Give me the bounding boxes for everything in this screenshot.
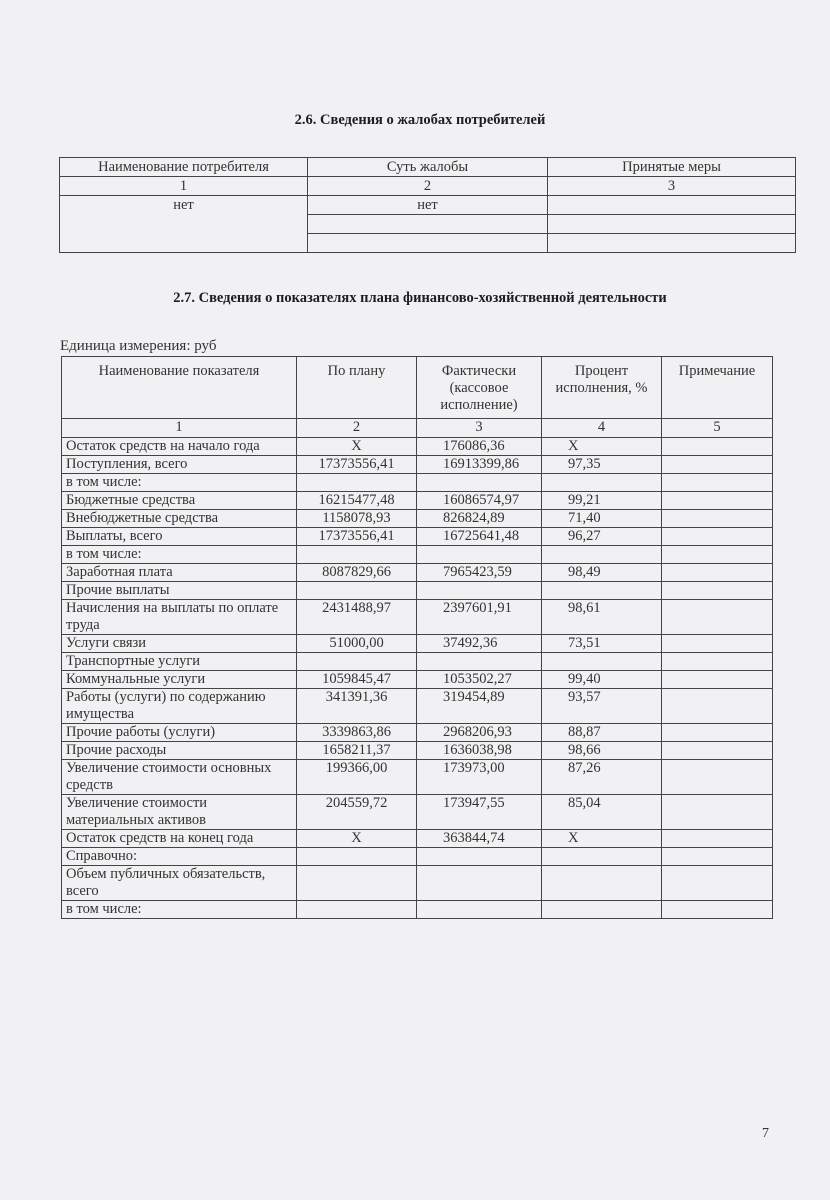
table-cell — [662, 582, 773, 600]
table-cell: Услуги связи — [62, 635, 297, 653]
table-cell: Начисления на выплаты по оплате труда — [62, 600, 297, 635]
table-row — [62, 492, 773, 510]
table-cell: 99,40 — [542, 671, 662, 689]
table-cell: 3339863,86 — [297, 724, 417, 742]
table-row — [62, 689, 773, 724]
complaints-table — [59, 157, 796, 253]
table-cell: Х — [542, 438, 662, 456]
table-cell: 176086,36 — [417, 438, 542, 456]
table-cell: в том числе: — [62, 901, 297, 919]
table-cell: 199366,00 — [297, 760, 417, 795]
table-row — [62, 742, 773, 760]
table-cell: 16086574,97 — [417, 492, 542, 510]
table-row — [62, 635, 773, 653]
unit-label: Единица измерения: руб — [60, 338, 217, 354]
table-cell: Увеличение стоимости основных средств — [62, 760, 297, 795]
header-cell: Принятые меры — [548, 158, 796, 177]
table-cell: 98,66 — [542, 742, 662, 760]
table-cell — [662, 671, 773, 689]
table-cell: 16215477,48 — [297, 492, 417, 510]
table-cell: 97,35 — [542, 456, 662, 474]
index-cell: 3 — [417, 419, 542, 438]
table-cell — [297, 848, 417, 866]
consumer-cell: нет — [60, 196, 308, 253]
table-cell: 51000,00 — [297, 635, 417, 653]
table-cell: Выплаты, всего — [62, 528, 297, 546]
header-cell: По плану — [297, 357, 417, 419]
table-cell: Х — [297, 438, 417, 456]
table-cell: 826824,89 — [417, 510, 542, 528]
table-cell — [417, 848, 542, 866]
table-cell: 96,27 — [542, 528, 662, 546]
table-cell — [308, 215, 548, 234]
table-cell: 204559,72 — [297, 795, 417, 830]
table-cell: 1059845,47 — [297, 671, 417, 689]
table-row — [62, 474, 773, 492]
table-cell: 87,26 — [542, 760, 662, 795]
table-cell: 1658211,37 — [297, 742, 417, 760]
table-cell — [548, 196, 796, 215]
table-cell: нет — [308, 196, 548, 215]
section-26-title: 2.6. Сведения о жалобах потребителей — [294, 112, 546, 128]
table-cell — [662, 474, 773, 492]
table-cell — [542, 866, 662, 901]
table-cell: 85,04 — [542, 795, 662, 830]
table-cell — [542, 582, 662, 600]
table-cell: 17373556,41 — [297, 528, 417, 546]
table-cell: 99,21 — [542, 492, 662, 510]
table-row — [62, 724, 773, 742]
table-cell — [542, 848, 662, 866]
financial-index-row — [62, 419, 773, 438]
table-cell: Справочно: — [62, 848, 297, 866]
table-cell — [417, 866, 542, 901]
table-cell — [662, 795, 773, 830]
table-cell: Работы (услуги) по содержанию имущества — [62, 689, 297, 724]
index-cell: 1 — [62, 419, 297, 438]
table-cell — [662, 600, 773, 635]
table-cell: Прочие расходы — [62, 742, 297, 760]
table-cell — [548, 215, 796, 234]
table-cell: Поступления, всего — [62, 456, 297, 474]
table-cell: Х — [297, 830, 417, 848]
table-cell: Заработная плата — [62, 564, 297, 582]
table-row — [62, 546, 773, 564]
index-cell: 2 — [297, 419, 417, 438]
table-row — [62, 600, 773, 635]
table-cell: Х — [542, 830, 662, 848]
table-cell: Транспортные услуги — [62, 653, 297, 671]
table-cell — [308, 234, 548, 253]
table-cell — [662, 724, 773, 742]
table-cell — [417, 901, 542, 919]
table-cell: 173947,55 — [417, 795, 542, 830]
table-row — [62, 582, 773, 600]
table-cell: Прочие выплаты — [62, 582, 297, 600]
table-cell — [297, 653, 417, 671]
table-cell: 1053502,27 — [417, 671, 542, 689]
table-cell — [662, 528, 773, 546]
index-cell: 4 — [542, 419, 662, 438]
table-cell: 37492,36 — [417, 635, 542, 653]
table-row — [62, 456, 773, 474]
table-cell: 8087829,66 — [297, 564, 417, 582]
header-cell: Процент исполнения, % — [542, 357, 662, 419]
table-cell — [662, 760, 773, 795]
table-cell: Бюджетные средства — [62, 492, 297, 510]
table-cell: 341391,36 — [297, 689, 417, 724]
table-cell — [542, 901, 662, 919]
header-cell: Примечание — [662, 357, 773, 419]
table-cell: 17373556,41 — [297, 456, 417, 474]
table-cell: 88,87 — [542, 724, 662, 742]
table-cell — [662, 848, 773, 866]
financial-header-row — [62, 357, 773, 419]
index-cell: 3 — [548, 177, 796, 196]
table-cell — [662, 492, 773, 510]
table-cell — [662, 830, 773, 848]
table-cell: 98,61 — [542, 600, 662, 635]
table-cell: 2431488,97 — [297, 600, 417, 635]
table-row — [60, 196, 796, 215]
table-row — [62, 901, 773, 919]
table-row — [62, 510, 773, 528]
table-cell: 319454,89 — [417, 689, 542, 724]
table-cell — [662, 438, 773, 456]
table-cell: Остаток средств на начало года — [62, 438, 297, 456]
header-cell: Наименование показателя — [62, 357, 297, 419]
table-cell: 16913399,86 — [417, 456, 542, 474]
table-cell — [662, 866, 773, 901]
complaints-index-row — [60, 177, 796, 196]
table-cell — [417, 546, 542, 564]
header-cell: Наименование потребителя — [60, 158, 308, 177]
table-cell: 7965423,59 — [417, 564, 542, 582]
table-cell: 16725641,48 — [417, 528, 542, 546]
table-row — [62, 866, 773, 901]
table-row — [62, 830, 773, 848]
table-row — [62, 760, 773, 795]
table-cell — [662, 635, 773, 653]
table-cell — [417, 582, 542, 600]
table-row — [62, 438, 773, 456]
header-cell: Суть жалобы — [308, 158, 548, 177]
table-cell: Коммунальные услуги — [62, 671, 297, 689]
table-cell — [297, 582, 417, 600]
table-cell — [297, 901, 417, 919]
table-cell: Увеличение стоимости материальных активов — [62, 795, 297, 830]
table-cell — [662, 510, 773, 528]
page-number: 7 — [762, 1126, 769, 1141]
table-row — [62, 653, 773, 671]
table-cell: 1636038,98 — [417, 742, 542, 760]
table-cell — [548, 234, 796, 253]
table-cell: Объем публичных обязательств, всего — [62, 866, 297, 901]
table-cell — [542, 546, 662, 564]
table-cell: 2968206,93 — [417, 724, 542, 742]
table-cell: в том числе: — [62, 546, 297, 564]
index-cell: 2 — [308, 177, 548, 196]
table-cell — [542, 474, 662, 492]
table-cell: Внебюджетные средства — [62, 510, 297, 528]
table-cell: 73,51 — [542, 635, 662, 653]
table-cell: Прочие работы (услуги) — [62, 724, 297, 742]
table-cell — [542, 653, 662, 671]
table-row — [62, 528, 773, 546]
table-cell — [662, 689, 773, 724]
table-cell — [662, 901, 773, 919]
table-cell — [662, 456, 773, 474]
complaints-header-row — [60, 158, 796, 177]
table-cell: 363844,74 — [417, 830, 542, 848]
table-cell: 93,57 — [542, 689, 662, 724]
table-cell: Остаток средств на конец года — [62, 830, 297, 848]
financial-plan-table — [61, 356, 773, 919]
table-cell — [662, 564, 773, 582]
table-cell: 173973,00 — [417, 760, 542, 795]
table-cell: 1158078,93 — [297, 510, 417, 528]
table-cell: 98,49 — [542, 564, 662, 582]
table-cell — [417, 653, 542, 671]
table-row — [62, 671, 773, 689]
table-cell — [297, 866, 417, 901]
table-cell: 71,40 — [542, 510, 662, 528]
table-cell — [417, 474, 542, 492]
header-cell: Фактически (кассовое исполнение) — [417, 357, 542, 419]
index-cell: 1 — [60, 177, 308, 196]
table-cell: в том числе: — [62, 474, 297, 492]
table-row — [62, 848, 773, 866]
section-27-title: 2.7. Сведения о показателях плана финансово-хозяйственной деятельности — [173, 290, 667, 306]
table-cell — [297, 546, 417, 564]
table-cell — [662, 653, 773, 671]
table-cell: 2397601,91 — [417, 600, 542, 635]
table-cell — [662, 546, 773, 564]
index-cell: 5 — [662, 419, 773, 438]
table-row — [62, 564, 773, 582]
table-row — [62, 795, 773, 830]
table-cell — [662, 742, 773, 760]
table-cell — [297, 474, 417, 492]
